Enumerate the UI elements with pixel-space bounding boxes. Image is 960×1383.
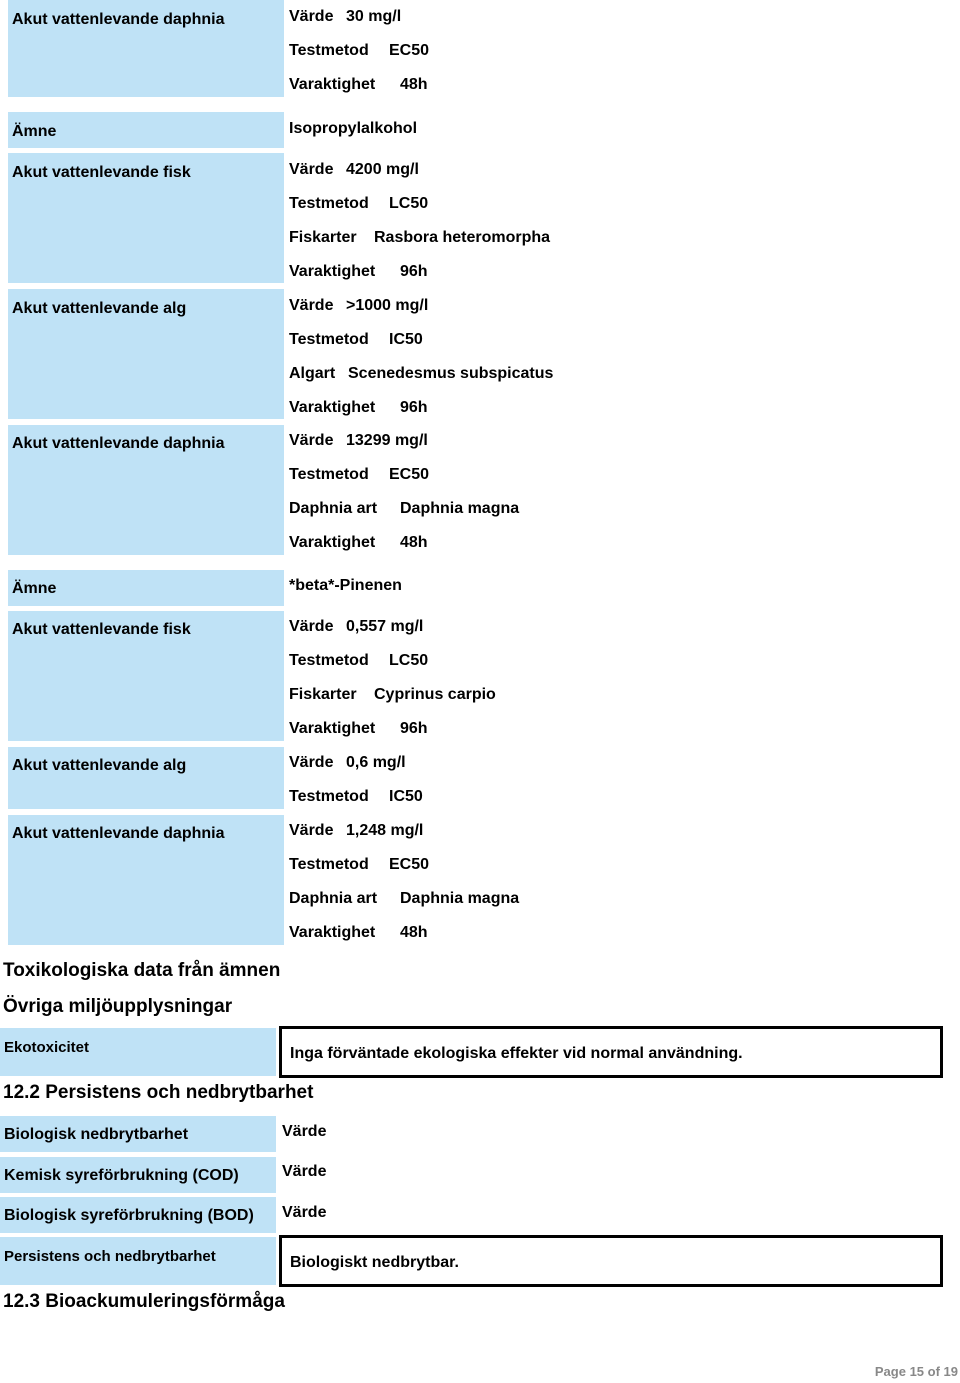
persistence-value: Värde [282,1204,327,1221]
value-row [289,788,423,806]
substance-name: *beta*-Pinenen [289,577,402,594]
value-row [289,890,519,908]
substance-label [8,112,284,148]
row-key: Varaktighet [289,534,376,551]
row-key: Testmetod [289,652,369,669]
row-key: Värde [289,8,334,25]
row-value: 0,557 mg/l [346,618,424,635]
row-key: Fiskarter [289,229,357,246]
row-value: Daphnia magna [400,500,520,517]
row-value: >1000 mg/l [346,297,429,314]
section-label [8,153,284,283]
value-row [289,466,429,484]
value-row [289,8,401,26]
value-row [289,399,428,417]
value-row [289,618,423,636]
persistence-box-label [0,1237,276,1285]
row-value: Cyprinus carpio [374,686,496,703]
value-row [289,822,423,840]
label-text: Akut vattenlevande daphnia [12,435,225,452]
row-value: IC50 [389,788,423,805]
value-row [289,195,428,213]
row-value: Scenedesmus subspicatus [348,365,554,382]
row-value: 48h [400,924,428,941]
row-key: Testmetod [289,856,369,873]
row-value: 96h [400,263,428,280]
value-row [289,686,496,704]
row-value: EC50 [389,42,430,59]
row-value: EC50 [389,466,430,483]
row-key: Algart [289,365,336,382]
label-text: Ämne [12,123,57,140]
section-label [8,611,284,741]
label-text: Ämne [12,580,57,597]
row-key: Testmetod [289,195,369,212]
row-key: Värde [289,822,334,839]
row-value: 48h [400,534,428,551]
section-label [8,747,284,809]
row-key: Fiskarter [289,686,357,703]
row-value: IC50 [389,331,423,348]
row-key: Värde [289,432,334,449]
row-value: 96h [400,399,428,416]
substance-name-cell [285,112,940,148]
persistence-value: Värde [282,1123,327,1140]
label-text: Akut vattenlevande alg [12,300,187,317]
label-text: Akut vattenlevande daphnia [12,825,225,842]
value-row [289,263,428,281]
row-value: 96h [400,720,428,737]
persistence-text-box [279,1235,943,1287]
label-text: Akut vattenlevande alg [12,757,187,774]
value-row [289,856,429,874]
row-key: Värde [289,297,334,314]
section-label [8,425,284,555]
value-row [289,365,553,383]
row-key: Värde [289,161,334,178]
section-label [8,0,284,97]
value-row [289,76,428,94]
row-value: 4200 mg/l [346,161,419,178]
substance-name-cell [285,570,940,606]
section-label [8,289,284,419]
row-value: Rasbora heteromorpha [374,229,551,246]
persistence-text: Biologiskt nedbrytbar. [290,1254,459,1271]
substance-name: Isopropylalkohol [289,120,418,137]
label-text: Persistens och nedbrytbarhet [4,1248,216,1265]
label-text: Biologisk syreförbrukning (BOD) [4,1207,254,1224]
row-key: Testmetod [289,788,369,805]
value-row [289,161,419,179]
ecotox-text-box [279,1026,943,1078]
ecotox-text: Inga förväntade ekologiska effekter vid normal användning. [290,1045,743,1062]
persistence-label [0,1116,276,1152]
label-text: Ekotoxicitet [4,1039,90,1056]
value-row [289,924,428,942]
row-value: LC50 [389,195,429,212]
row-key: Värde [289,618,334,635]
heading-bioaccumulation: 12.3 Bioackumuleringsförmåga [3,1291,285,1312]
row-value: 13299 mg/l [346,432,428,449]
row-value: 48h [400,76,428,93]
value-row [289,42,429,60]
value-row [289,720,428,738]
row-key: Testmetod [289,466,369,483]
row-key: Daphnia art [289,890,378,907]
persistence-label [0,1197,276,1233]
value-row [289,229,550,247]
row-key: Varaktighet [289,924,376,941]
value-row [289,754,406,772]
row-value: 1,248 mg/l [346,822,424,839]
row-key: Värde [289,754,334,771]
heading-tox-data: Toxikologiska data från ämnen [3,960,281,981]
heading-other-info: Övriga miljöupplysningar [3,996,233,1017]
row-value: LC50 [389,652,429,669]
section-label [8,815,284,945]
row-key: Varaktighet [289,399,376,416]
heading-persistence: 12.2 Persistens och nedbrytbarhet [3,1082,314,1103]
row-key: Varaktighet [289,76,376,93]
row-key: Varaktighet [289,263,376,280]
substance-label [8,570,284,606]
label-text: Akut vattenlevande fisk [12,164,191,181]
value-row [289,297,428,315]
persistence-label [0,1157,276,1193]
value-row [289,331,423,349]
row-value: 30 mg/l [346,8,402,25]
value-row [289,534,428,552]
label-text: Biologisk nedbrytbarhet [4,1126,189,1143]
label-text: Kemisk syreförbrukning (COD) [4,1167,239,1184]
row-key: Testmetod [289,42,369,59]
page-number: Page 15 of 19 [874,1364,958,1379]
row-value: EC50 [389,856,430,873]
ecotox-label [0,1028,276,1076]
row-key: Varaktighet [289,720,376,737]
row-value: Daphnia magna [400,890,520,907]
label-text: Akut vattenlevande fisk [12,621,191,638]
value-row [289,500,519,518]
row-key: Testmetod [289,331,369,348]
row-key: Daphnia art [289,500,378,517]
value-row [289,432,428,450]
label-text: Akut vattenlevande daphnia [12,11,225,28]
persistence-value: Värde [282,1163,327,1180]
value-row [289,652,428,670]
row-value: 0,6 mg/l [346,754,406,771]
